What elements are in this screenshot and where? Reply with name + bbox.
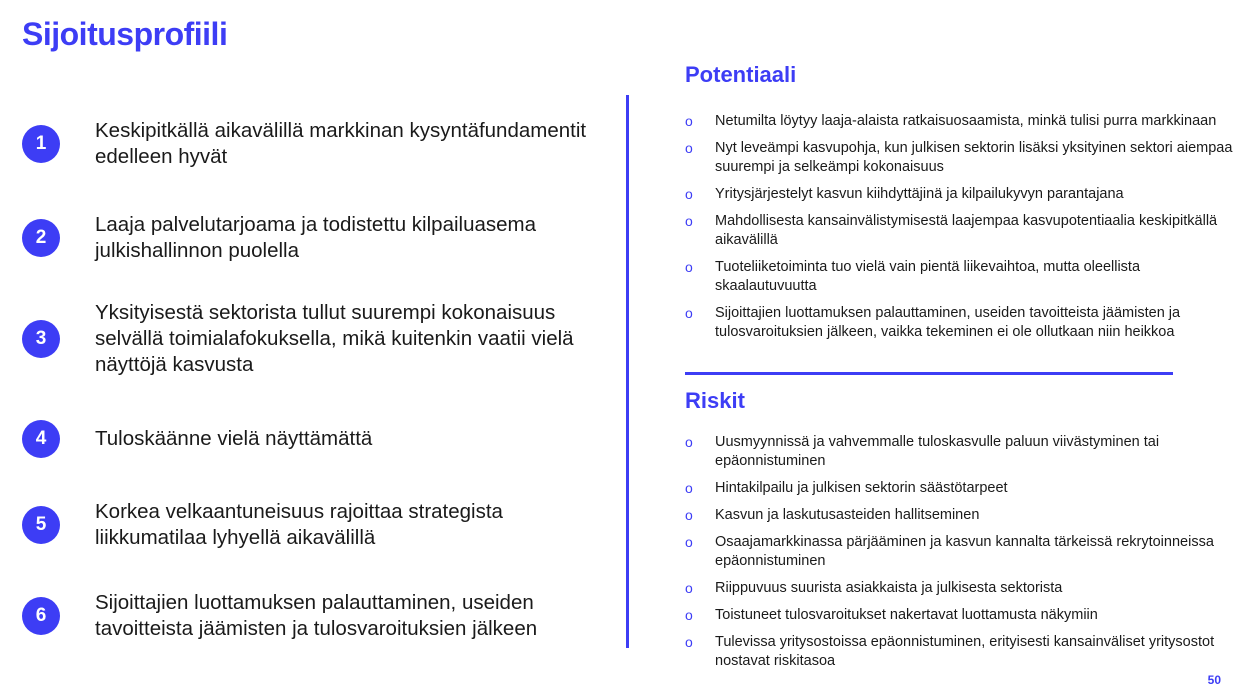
- bullet-icon: o: [685, 434, 693, 450]
- risks-title: Riskit: [685, 388, 745, 413]
- list-item: [685, 139, 1245, 177]
- point-3: [22, 300, 602, 378]
- list-item: [685, 185, 1245, 204]
- point-text: Keskipitkällä aikavälillä markkinan kysyntäfundamentit edelleen hyvät: [95, 119, 587, 168]
- list-item: [685, 606, 1245, 625]
- bullet-icon: o: [685, 305, 693, 321]
- bullet-icon: o: [685, 634, 693, 650]
- point-5: [22, 499, 602, 551]
- number-badge: 3: [22, 320, 60, 358]
- list-item-text: Riippuvuus suurista asiakkaista ja julkisesta sektorista: [715, 580, 1063, 596]
- point-4: [22, 420, 602, 458]
- vertical-divider: [626, 95, 629, 648]
- bullet-icon: o: [685, 607, 693, 623]
- point-text: Laaja palvelutarjoama ja todistettu kilpailuasema julkishallinnon puolella: [95, 213, 537, 262]
- page-number: 50: [1207, 673, 1221, 687]
- list-item: [685, 258, 1245, 296]
- list-item: [685, 433, 1245, 471]
- list-item: [685, 212, 1245, 250]
- list-item: [685, 633, 1245, 671]
- investment-points-list: [22, 0, 602, 697]
- number-badge: 1: [22, 125, 60, 163]
- point-1: [22, 118, 602, 170]
- point-text: Korkea velkaantuneisuus rajoittaa strategista liikkumatilaa lyhyellä aikavälillä: [95, 500, 503, 549]
- potential-title: Potentiaali: [685, 62, 797, 87]
- bullet-icon: o: [685, 580, 693, 596]
- point-text: Sijoittajien luottamuksen palauttaminen, useiden tavoitteista jäämisten ja tulosvaroituksien jälkeen: [95, 591, 538, 640]
- list-item-text: Sijoittajien luottamuksen palauttaminen, useiden tavoitteista jäämisten ja tulosvaroituksien jälkeen, vaikka tekeminen ei ole ollutkaan niin heikkoa: [715, 305, 1181, 340]
- bullet-icon: o: [685, 507, 693, 523]
- number-badge: 5: [22, 506, 60, 544]
- number-badge: 6: [22, 597, 60, 635]
- list-item-text: Tuoteliiketoiminta tuo vielä vain pientä liikevaihtoa, mutta oleellista skaalautuvuutta: [715, 259, 1141, 294]
- point-2: [22, 212, 602, 264]
- potential-list: [685, 112, 1245, 350]
- list-item: [685, 533, 1245, 571]
- list-item-text: Kasvun ja laskutusasteiden hallitseminen: [715, 507, 980, 523]
- bullet-icon: o: [685, 213, 693, 229]
- bullet-icon: o: [685, 140, 693, 156]
- list-item: [685, 304, 1245, 342]
- page-title: Sijoitusprofiili: [22, 16, 228, 52]
- risks-list: [685, 433, 1245, 679]
- potential-section: [685, 62, 1245, 372]
- number-badge: 4: [22, 420, 60, 458]
- list-item-text: Nyt leveämpi kasvupohja, kun julkisen sektorin lisäksi yksityinen sektori aiempaa suurempi ja selkeämpi kokonaisuus: [715, 140, 1233, 175]
- bullet-icon: o: [685, 259, 693, 275]
- list-item-text: Mahdollisesta kansainvälistymisestä laajempaa kasvupotentiaalia keskipitkällä aikavälillä: [715, 213, 1218, 248]
- list-item-text: Tulevissa yritysostoissa epäonnistuminen, erityisesti kansainväliset yritysostot nostavat riskitasoa: [715, 634, 1215, 669]
- bullet-icon: o: [685, 113, 693, 129]
- list-item-text: Uusmyynnissä ja vahvemmalle tuloskasvulle paluun viivästyminen tai epäonnistuminen: [715, 434, 1160, 469]
- list-item: [685, 579, 1245, 598]
- list-item-text: Osaajamarkkinassa pärjääminen ja kasvun kannalta tärkeissä rekrytoinneissa epäonnistuminen: [715, 534, 1214, 569]
- point-text: Tuloskäänne vielä näyttämättä: [95, 427, 373, 450]
- list-item: [685, 479, 1245, 498]
- list-item: [685, 112, 1245, 131]
- bullet-icon: o: [685, 186, 693, 202]
- point-6: [22, 590, 602, 642]
- bullet-icon: o: [685, 480, 693, 496]
- risks-section: [685, 388, 1245, 688]
- section-divider: [685, 372, 1173, 375]
- list-item-text: Toistuneet tulosvaroitukset nakertavat luottamusta näkymiin: [715, 607, 1098, 623]
- bullet-icon: o: [685, 534, 693, 550]
- point-text: Yksityisestä sektorista tullut suurempi kokonaisuus selvällä toimialafokuksella, mikä kuitenkin vaatii vielä näyttöjä kasvusta: [95, 301, 574, 376]
- list-item-text: Hintakilpailu ja julkisen sektorin säästötarpeet: [715, 480, 1008, 496]
- number-badge: 2: [22, 219, 60, 257]
- list-item: [685, 506, 1245, 525]
- list-item-text: Netumilta löytyy laaja-alaista ratkaisuosaamista, minkä tulisi purra markkinaan: [715, 113, 1217, 129]
- list-item-text: Yritysjärjestelyt kasvun kiihdyttäjinä ja kilpailukyvyn parantajana: [715, 186, 1124, 202]
